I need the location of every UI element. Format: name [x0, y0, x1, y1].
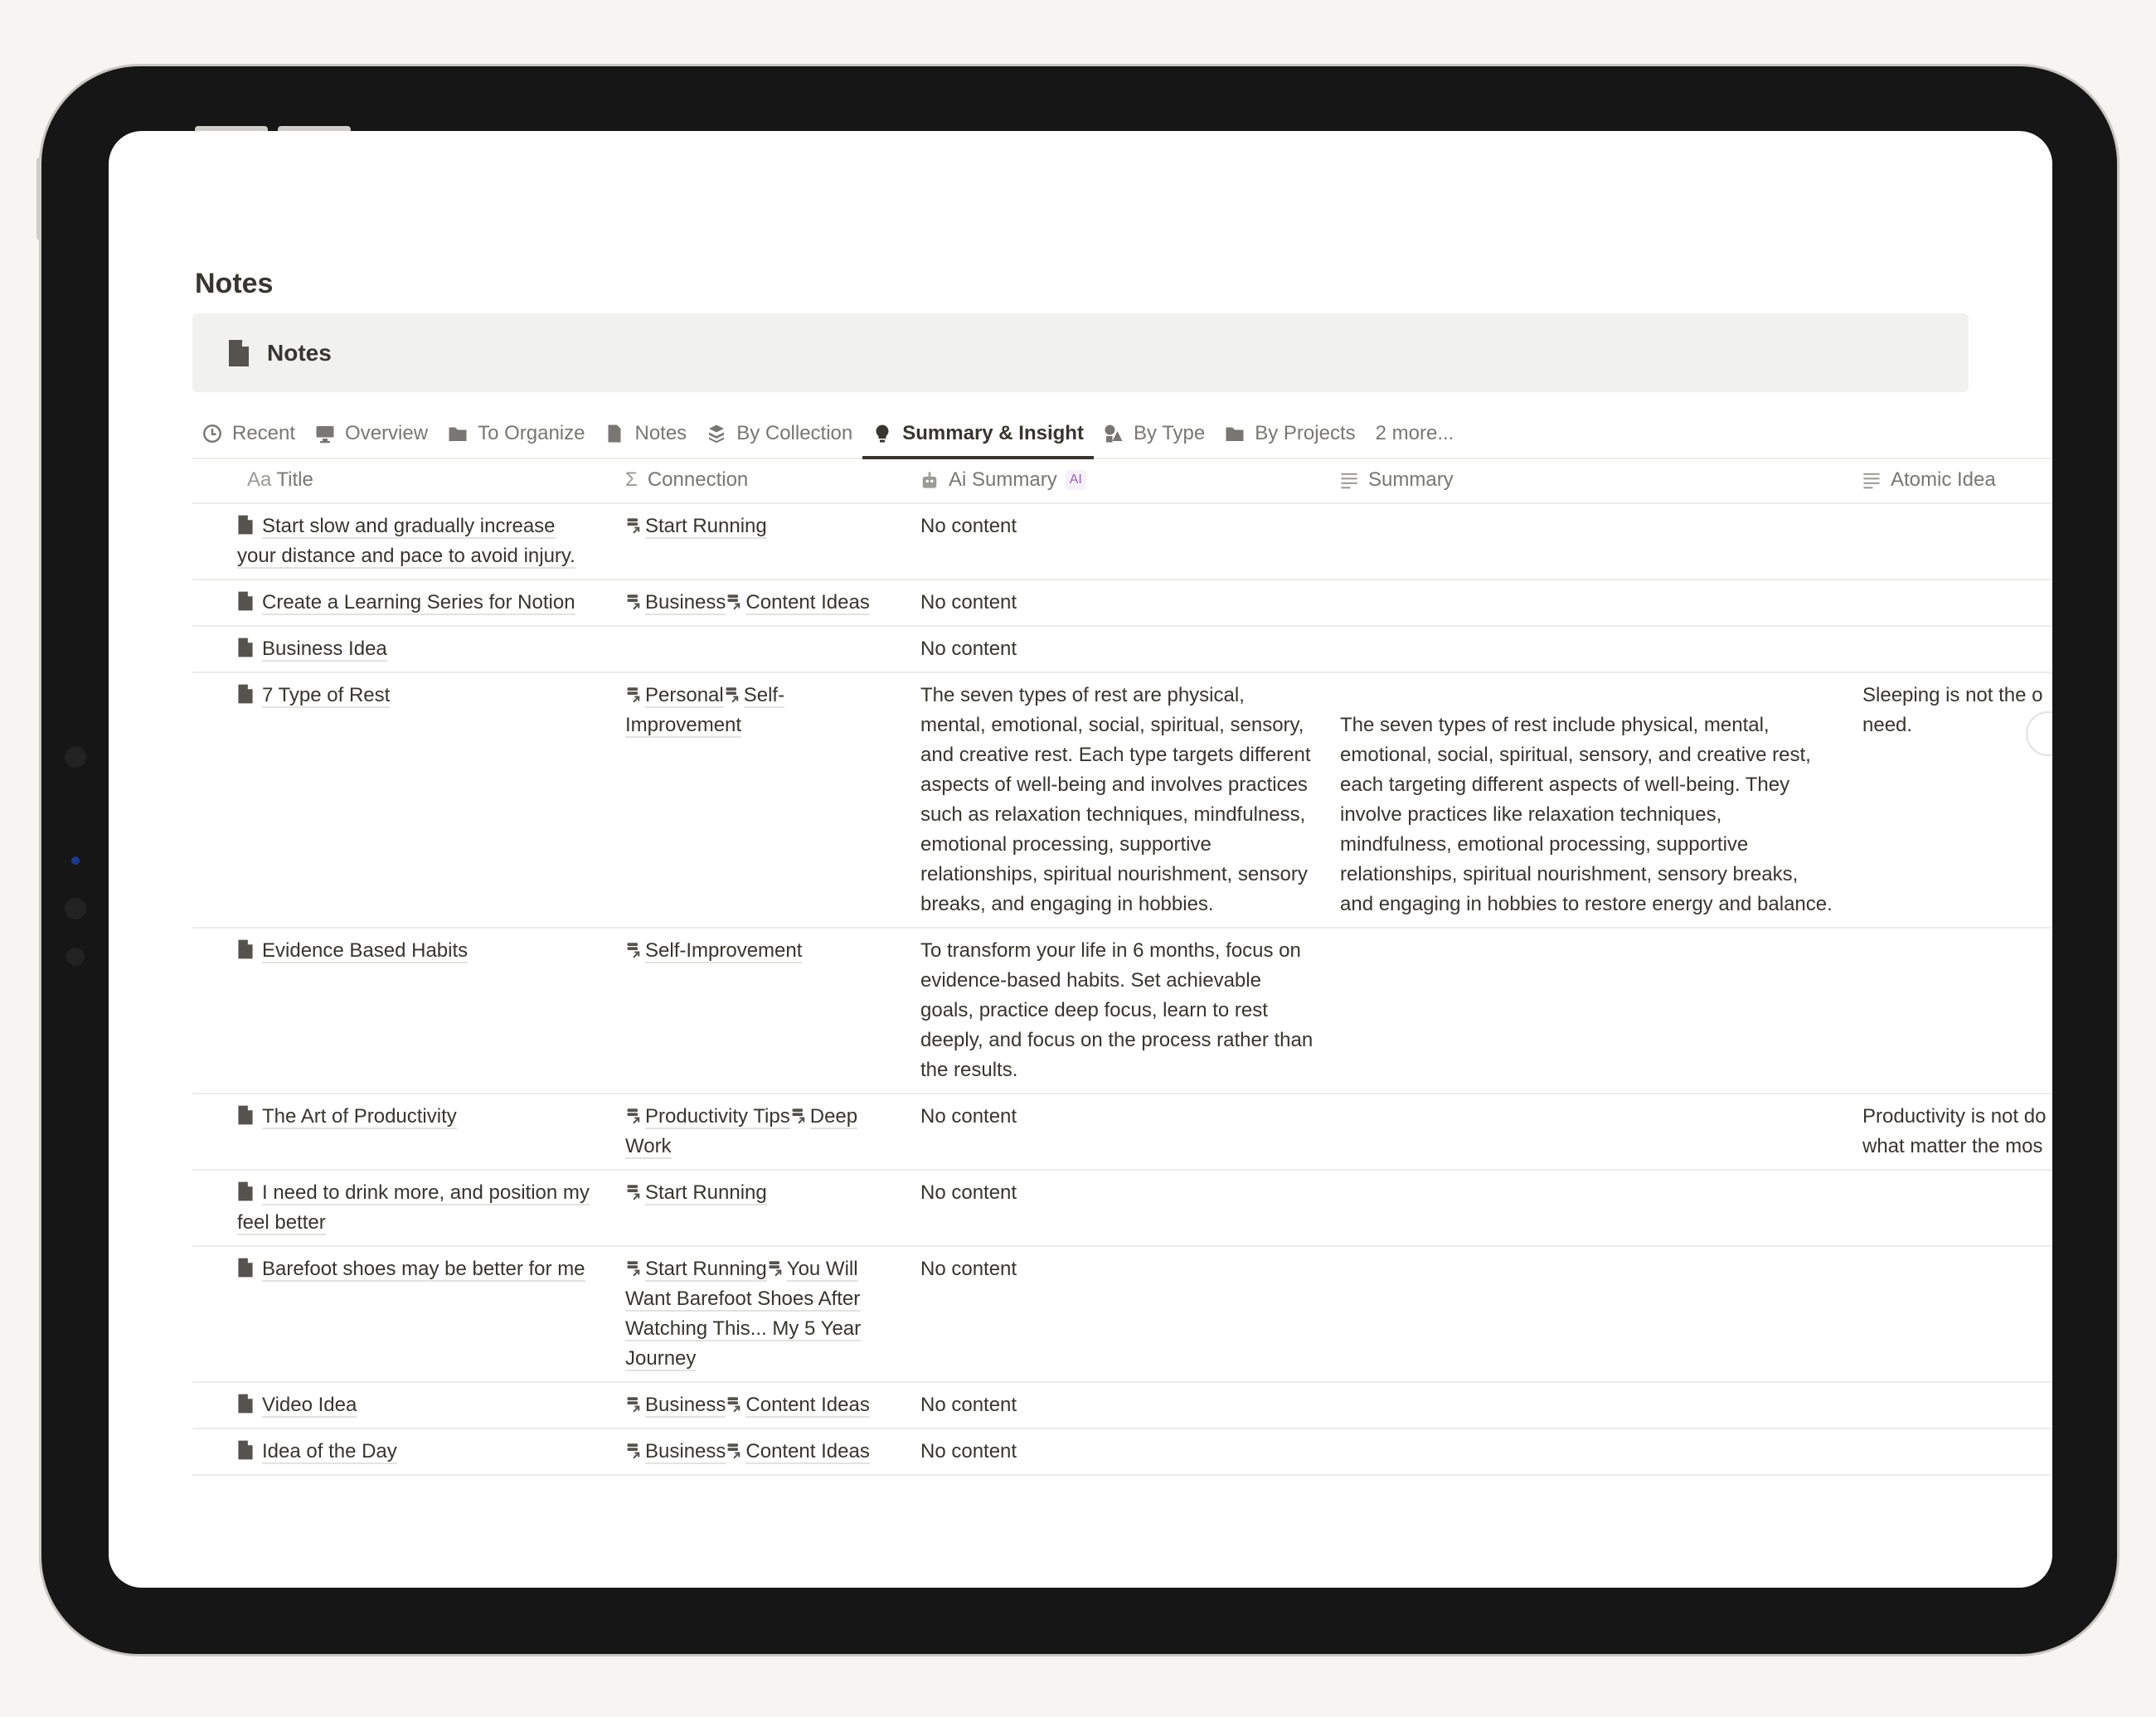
title-cell[interactable]	[192, 929, 612, 1093]
atomic-idea-cell[interactable]	[1849, 929, 2052, 1093]
note-title-link[interactable]: Create a Learning Series for Notion	[262, 591, 575, 614]
connection-link[interactable]	[625, 684, 724, 706]
connection-link[interactable]	[625, 1258, 767, 1280]
relation-icon	[625, 1259, 642, 1278]
atomic-idea-cell[interactable]	[1849, 1171, 2052, 1245]
connection-link[interactable]	[726, 591, 869, 614]
summary-cell[interactable]	[1327, 504, 1849, 579]
connection-cell[interactable]	[612, 1094, 907, 1169]
view-tabs	[192, 410, 2052, 459]
relation-icon	[625, 686, 642, 704]
folder-icon	[1225, 424, 1245, 444]
ai-summary-cell[interactable]: No content	[920, 591, 1017, 614]
atomic-idea-cell[interactable]	[1849, 627, 2052, 672]
summary-cell[interactable]	[1327, 627, 1849, 672]
connection-cell[interactable]	[612, 1171, 907, 1245]
connection-label: Start Running	[645, 1181, 767, 1204]
sensor-dot	[65, 746, 86, 768]
tab-label: To Organize	[478, 422, 585, 444]
ai-summary-cell[interactable]: No content	[920, 1394, 1017, 1416]
note-title-link[interactable]: Video Idea	[262, 1394, 357, 1416]
note-title-link[interactable]: The Art of Productivity	[262, 1105, 457, 1128]
connection-link[interactable]	[625, 939, 802, 962]
atomic-idea-cell[interactable]	[1849, 1247, 2052, 1381]
page-icon	[237, 591, 254, 611]
connection-link[interactable]	[625, 1440, 726, 1462]
table-row[interactable]	[192, 1094, 2052, 1171]
note-title-link[interactable]: Evidence Based Habits	[262, 939, 469, 962]
note-title-link[interactable]: Business Idea	[262, 638, 387, 660]
title-cell[interactable]	[192, 627, 612, 672]
relation-icon	[625, 1183, 642, 1201]
ai-summary-cell[interactable]: No content	[920, 1258, 1017, 1280]
connection-label: Business	[645, 591, 726, 614]
connection-link[interactable]	[625, 1181, 767, 1204]
atomic-idea-cell[interactable]	[1849, 1429, 2052, 1474]
tab-summary-insight[interactable]	[862, 410, 1094, 458]
atomic-idea-cell[interactable]	[1849, 1094, 2052, 1169]
connection-label: Self-Improvement	[645, 939, 803, 962]
summary-cell[interactable]	[1327, 1171, 1849, 1245]
note-title-link[interactable]: Start slow and gradually increase your distance and pace to avoid injury.	[237, 515, 575, 567]
tab-recent[interactable]	[192, 410, 305, 458]
ai-summary-cell[interactable]: No content	[920, 1181, 1017, 1204]
tab-label: Summary & Insight	[902, 422, 1084, 444]
tab-label: By Projects	[1255, 422, 1356, 444]
note-title-link[interactable]: Barefoot shoes may be better for me	[262, 1258, 585, 1280]
atomic-idea-cell[interactable]	[1849, 1383, 2052, 1428]
relation-icon	[724, 686, 741, 704]
connection-label: Self-Improvement	[625, 684, 785, 736]
column-header-summary[interactable]	[1327, 465, 1849, 495]
summary-cell[interactable]: The seven types of rest include physical, mental, emotional, social, spiritual, sensory, and creative rest, each targeting different aspects of well-being. They involve practices like relaxation techniques, mindfulness, emotional processing, supportive relationships, spiritual nourishment, sensory breaks, and engaging in hobbies to restore energy and balance.	[1340, 714, 1833, 915]
sensor-dot	[66, 948, 85, 966]
summary-cell[interactable]	[1327, 580, 1849, 625]
relation-icon	[625, 1442, 642, 1460]
table-row[interactable]	[192, 1171, 2052, 1247]
text-lines-icon	[1862, 471, 1881, 489]
table-row[interactable]	[192, 929, 2052, 1094]
summary-cell[interactable]	[1327, 1429, 1849, 1474]
connection-link[interactable]	[726, 1440, 869, 1462]
atomic-idea-line: what matter the mos	[1862, 1135, 2043, 1157]
page-icon	[237, 939, 254, 959]
atomic-idea-cell[interactable]	[1849, 580, 2052, 625]
page-icon	[237, 515, 254, 535]
volume-button	[36, 158, 41, 240]
tab-2-more[interactable]	[1366, 410, 1464, 458]
title-cell[interactable]	[192, 1383, 612, 1428]
camera-sensor	[71, 856, 80, 865]
connection-cell[interactable]	[612, 1383, 907, 1428]
page-icon	[237, 1394, 254, 1414]
relation-icon	[625, 593, 642, 611]
connection-label: Start Running	[645, 1258, 767, 1280]
column-label: Connection	[647, 468, 749, 491]
page-icon	[237, 1181, 254, 1201]
ai-summary-cell[interactable]: No content	[920, 638, 1017, 660]
page-icon	[237, 1105, 254, 1125]
page-title: Notes	[195, 268, 274, 299]
formula-icon: Σ	[625, 468, 638, 491]
title-cell[interactable]	[192, 1094, 612, 1169]
connection-label: Content Ideas	[745, 1394, 870, 1416]
table-row[interactable]	[192, 627, 2052, 673]
callout-label: Notes	[267, 339, 332, 366]
title-cell[interactable]	[192, 1429, 612, 1474]
connection-cell[interactable]	[612, 1247, 907, 1381]
tab-by-projects[interactable]	[1215, 410, 1365, 458]
tab-label: 2 more...	[1375, 422, 1454, 444]
connection-label: Content Ideas	[745, 591, 870, 614]
column-header-atomic-idea[interactable]	[1849, 465, 2052, 495]
connection-label: Business	[645, 1394, 726, 1416]
atomic-idea-cell[interactable]	[1849, 504, 2052, 579]
title-cell[interactable]	[192, 504, 612, 579]
page-icon	[237, 684, 254, 704]
text-type-icon: Aa	[247, 468, 272, 491]
column-label: Ai Summary	[949, 468, 1057, 491]
table-row[interactable]	[192, 673, 2052, 929]
connection-link[interactable]	[726, 1394, 869, 1416]
tab-to-organize[interactable]	[438, 410, 595, 458]
table-header	[192, 458, 2052, 504]
lightbulb-icon	[872, 424, 892, 444]
atomic-idea-line: need.	[1862, 714, 1913, 736]
page-icon	[227, 340, 250, 366]
monitor-icon	[315, 424, 335, 444]
connection-cell[interactable]	[612, 1429, 907, 1474]
title-cell[interactable]	[192, 673, 612, 927]
relation-icon	[726, 1442, 742, 1460]
ai-summary-cell[interactable]: No content	[920, 1105, 1017, 1128]
atomic-idea-line: Sleeping is not the o	[1862, 684, 2043, 706]
tab-label: Recent	[232, 422, 296, 444]
relation-icon	[625, 1107, 642, 1125]
note-title-link[interactable]: I need to drink more, and position my feel better	[237, 1181, 590, 1234]
relation-icon	[726, 1395, 742, 1414]
column-header-connection[interactable]	[612, 465, 907, 495]
ai-summary-cell[interactable]: To transform your life in 6 months, focus on evidence-based habits. Set achievable goals, practice deep focus, learn to rest deeply, and focus on the process rather than the results.	[920, 939, 1314, 1081]
robot-icon	[920, 471, 939, 489]
ai-summary-cell[interactable]: No content	[920, 515, 1017, 537]
summary-cell[interactable]	[1327, 1247, 1849, 1381]
relation-icon	[767, 1259, 784, 1278]
connection-cell[interactable]	[612, 627, 907, 672]
tab-label: Overview	[345, 422, 429, 444]
table-row[interactable]	[192, 1429, 2052, 1476]
summary-cell[interactable]	[1327, 929, 1849, 1093]
database-table	[192, 458, 2052, 1476]
atomic-idea-cell[interactable]	[1849, 673, 2052, 927]
relation-icon	[625, 941, 642, 959]
tab-by-type[interactable]	[1094, 410, 1215, 458]
shapes-icon	[1104, 424, 1124, 444]
tab-label: By Collection	[736, 422, 853, 444]
connection-cell[interactable]	[612, 929, 907, 1093]
column-label: Title	[276, 468, 313, 491]
table-row[interactable]	[192, 1383, 2052, 1429]
connection-label: Business	[645, 1440, 726, 1462]
connection-label: Start Running	[645, 515, 767, 537]
tab-overview[interactable]	[305, 410, 438, 458]
relation-icon	[625, 1395, 642, 1414]
connection-label: Productivity Tips	[645, 1105, 790, 1128]
column-label: Atomic Idea	[1891, 468, 1996, 491]
atomic-idea-line: Productivity is not do	[1862, 1105, 2047, 1128]
tab-by-collection[interactable]	[697, 410, 862, 458]
text-lines-icon	[1340, 471, 1358, 489]
column-label: Summary	[1368, 468, 1454, 491]
connection-link[interactable]	[625, 1394, 726, 1416]
column-header-ai-summary[interactable]	[907, 465, 1327, 495]
page-icon	[605, 424, 624, 444]
tab-label: Notes	[634, 422, 687, 444]
connection-label: Content Ideas	[745, 1440, 870, 1462]
tab-label: By Type	[1133, 422, 1206, 444]
title-cell[interactable]	[192, 580, 612, 625]
connection-label: Personal	[645, 684, 724, 706]
note-title-link[interactable]: Idea of the Day	[262, 1440, 397, 1462]
sensor-dot	[65, 898, 86, 919]
app-screen	[109, 131, 2052, 1588]
table-row[interactable]	[192, 504, 2052, 580]
summary-cell[interactable]	[1327, 1383, 1849, 1428]
tab-notes[interactable]	[595, 410, 697, 458]
relation-icon	[790, 1107, 807, 1125]
relation-icon	[625, 517, 642, 535]
column-header-title[interactable]	[192, 465, 612, 495]
title-cell[interactable]	[192, 1171, 612, 1245]
notes-callout[interactable]	[192, 313, 1969, 392]
clock-icon	[202, 424, 222, 444]
connection-cell[interactable]	[612, 673, 907, 927]
connection-label: Deep Work	[625, 1105, 858, 1157]
folder-icon	[448, 424, 468, 444]
page-icon	[237, 1258, 254, 1278]
ai-summary-cell[interactable]: No content	[920, 1440, 1017, 1462]
connection-label: You Will Want Barefoot Shoes After Watching This... My 5 Year Journey	[625, 1258, 862, 1370]
table-row[interactable]	[192, 580, 2052, 627]
note-title-link[interactable]: 7 Type of Rest	[262, 684, 391, 706]
connection-link[interactable]	[625, 515, 767, 537]
ai-summary-cell[interactable]: The seven types of rest are physical, mental, emotional, social, spiritual, sensory, and creative rest. Each type targets different aspects of well-being and involves practices such as relaxation techniques, mindfulness, emotional processing, supportive relationships, spiritual nourishment, sensory breaks, and engaging in hobbies.	[920, 684, 1311, 915]
page-icon	[237, 1440, 254, 1460]
connection-link[interactable]	[625, 1105, 790, 1128]
page-icon	[237, 638, 254, 657]
connection-cell[interactable]	[612, 504, 907, 579]
relation-icon	[726, 593, 742, 611]
stack-icon	[707, 424, 726, 444]
summary-cell[interactable]	[1327, 1094, 1849, 1169]
ai-badge: AI	[1066, 470, 1086, 490]
connection-link[interactable]	[625, 591, 726, 614]
connection-cell[interactable]	[612, 580, 907, 625]
title-cell[interactable]	[192, 1247, 612, 1381]
table-row[interactable]	[192, 1247, 2052, 1383]
